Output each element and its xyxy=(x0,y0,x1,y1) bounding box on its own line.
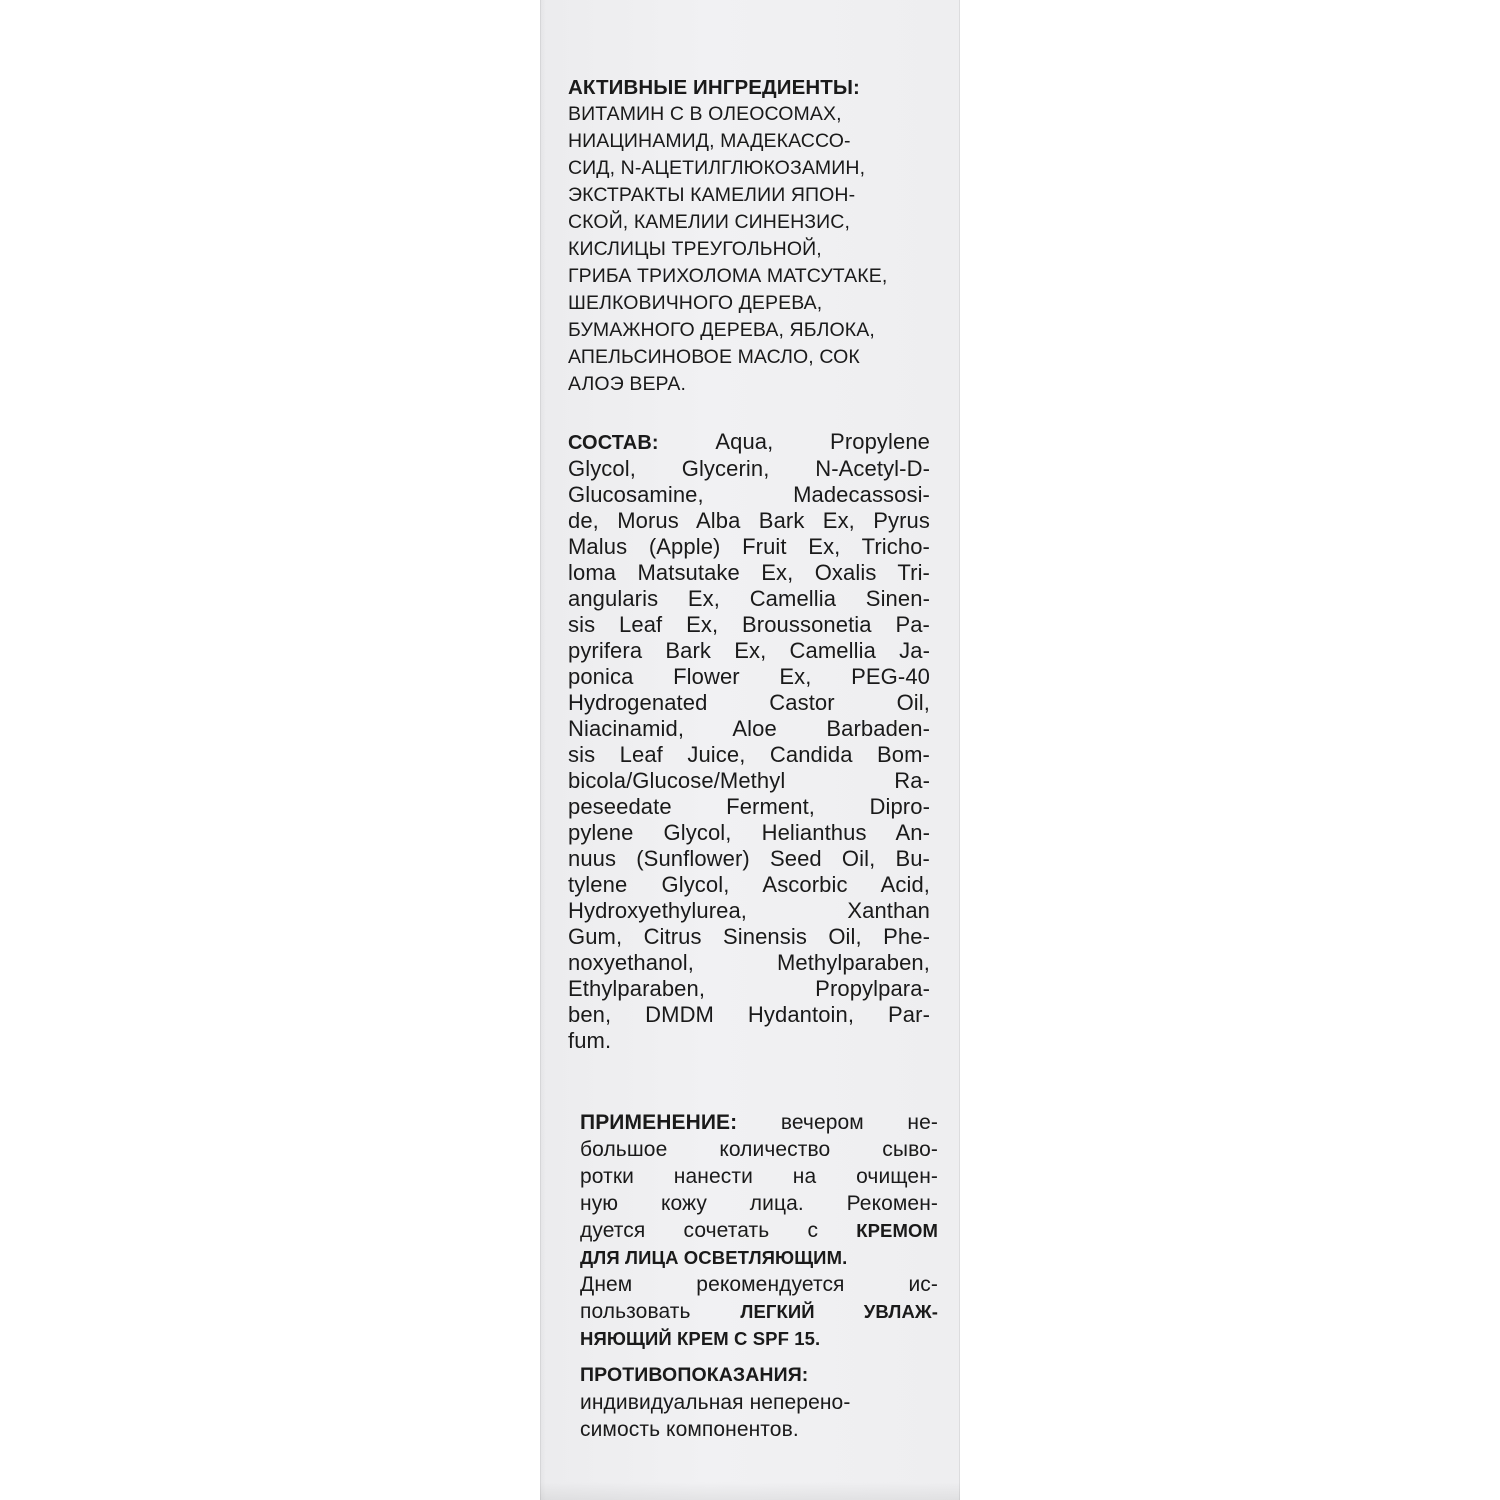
composition-block xyxy=(568,429,930,1054)
composition-line: bicola/Glucose/Methyl Ra- xyxy=(568,768,930,793)
composition-line: sis Leaf Ex, Broussonetia Pa- xyxy=(568,612,930,637)
composition-line: sis Leaf Juice, Candida Bom- xyxy=(568,742,930,767)
usage-product-name: НЯЮЩИЙ КРЕМ С SPF 15. xyxy=(580,1328,821,1349)
usage-line: ную кожу лица. Рекомен- xyxy=(580,1192,938,1215)
usage-line xyxy=(580,1217,938,1244)
composition-line: noxyethanol, Methylparaben, xyxy=(568,950,930,975)
usage-product-name: ЛЕГКИЙ УВЛАЖ- xyxy=(740,1301,939,1322)
contraindications-block xyxy=(580,1362,938,1443)
composition-line: Glycol, Glycerin, N-Acetyl-D- xyxy=(568,456,930,481)
active-ingredients-line: СИД, N-АЦЕТИЛГЛЮКОЗАМИН, xyxy=(568,157,866,179)
composition-line: de, Morus Alba Bark Ex, Pyrus xyxy=(568,508,930,533)
usage-line: Днем рекомендуется ис- xyxy=(580,1273,938,1296)
usage-text: пользовать xyxy=(580,1300,691,1323)
usage-line xyxy=(580,1298,938,1325)
composition-line: Hydrogenated Castor Oil, xyxy=(568,690,930,715)
composition-line: Niacinamid, Aloe Barbaden- xyxy=(568,716,930,741)
composition-line: peseedate Ferment, Dipro- xyxy=(568,794,930,819)
usage-product-name: КРЕМОМ xyxy=(856,1220,938,1241)
active-ingredients-heading: АКТИВНЫЕ ИНГРЕДИЕНТЫ: xyxy=(568,76,860,99)
usage-heading: ПРИМЕНЕНИЕ: xyxy=(580,1111,738,1134)
composition-line: ben, DMDM Hydantoin, Par- xyxy=(568,1002,930,1027)
usage-line xyxy=(580,1109,938,1136)
active-ingredients-block xyxy=(568,74,938,398)
composition-line: fum. xyxy=(568,1028,612,1053)
composition-first-line xyxy=(568,429,930,456)
box-bottom-shadow xyxy=(540,1482,960,1500)
active-ingredients-line: КИСЛИЦЫ ТРЕУГОЛЬНОЙ, xyxy=(568,238,822,260)
usage-text: вечером не- xyxy=(780,1111,938,1134)
usage-line: большое количество сыво- xyxy=(580,1138,938,1161)
active-ingredients-line: ЭКСТРАКТЫ КАМЕЛИИ ЯПОН- xyxy=(568,184,856,206)
active-ingredients-line: СКОЙ, КАМЕЛИИ СИНЕНЗИС, xyxy=(568,211,850,233)
contraindications-line: индивидуальная неперено- xyxy=(580,1391,851,1414)
composition-first-line-text: Aqua, Propylene xyxy=(715,429,931,454)
composition-line: loma Matsutake Ex, Oxalis Tri- xyxy=(568,560,930,585)
active-ingredients-line: НИАЦИНАМИД, МАДЕКАССО- xyxy=(568,130,851,152)
usage-text: дуется сочетать с xyxy=(580,1219,819,1242)
usage-product-name: ДЛЯ ЛИЦА ОСВЕТЛЯЮЩИМ. xyxy=(580,1247,848,1268)
composition-line: Gum, Citrus Sinensis Oil, Phe- xyxy=(568,924,930,949)
active-ingredients-line: ГРИБА ТРИХОЛОМА МАТСУТАКЕ, xyxy=(568,265,888,287)
composition-line: angularis Ex, Camellia Sinen- xyxy=(568,586,930,611)
active-ingredients-line: ШЕЛКОВИЧНОГО ДЕРЕВА, xyxy=(568,292,823,314)
contraindications-line: симость компонентов. xyxy=(580,1418,799,1441)
contraindications-heading: ПРОТИВОПОКАЗАНИЯ: xyxy=(580,1364,809,1386)
composition-line: nuus (Sunflower) Seed Oil, Bu- xyxy=(568,846,930,871)
composition-line: tylene Glycol, Ascorbic Acid, xyxy=(568,872,930,897)
usage-block xyxy=(580,1109,938,1352)
composition-line: Malus (Apple) Fruit Ex, Tricho- xyxy=(568,534,930,559)
composition-line: Ethylparaben, Propylpara- xyxy=(568,976,930,1001)
active-ingredients-line: АПЕЛЬСИНОВОЕ МАСЛО, СОК xyxy=(568,346,860,368)
composition-line: Hydroxyethylurea, Xanthan xyxy=(568,898,930,923)
composition-line: pyrifera Bark Ex, Camellia Ja- xyxy=(568,638,930,663)
active-ingredients-line: БУМАЖНОГО ДЕРЕВА, ЯБЛОКА, xyxy=(568,319,875,341)
usage-line: ротки нанести на очищен- xyxy=(580,1165,938,1188)
composition-line: ponica Flower Ex, PEG-40 xyxy=(568,664,930,689)
active-ingredients-line: АЛОЭ ВЕРА. xyxy=(568,373,686,395)
composition-heading: СОСТАВ: xyxy=(568,432,659,454)
composition-line: Glucosamine, Madecassosi- xyxy=(568,482,930,507)
usage-line xyxy=(580,1325,938,1352)
usage-line xyxy=(580,1244,938,1271)
composition-line: pylene Glycol, Helianthus An- xyxy=(568,820,930,845)
active-ingredients-line: ВИТАМИН С В ОЛЕОСОМАХ, xyxy=(568,103,842,125)
